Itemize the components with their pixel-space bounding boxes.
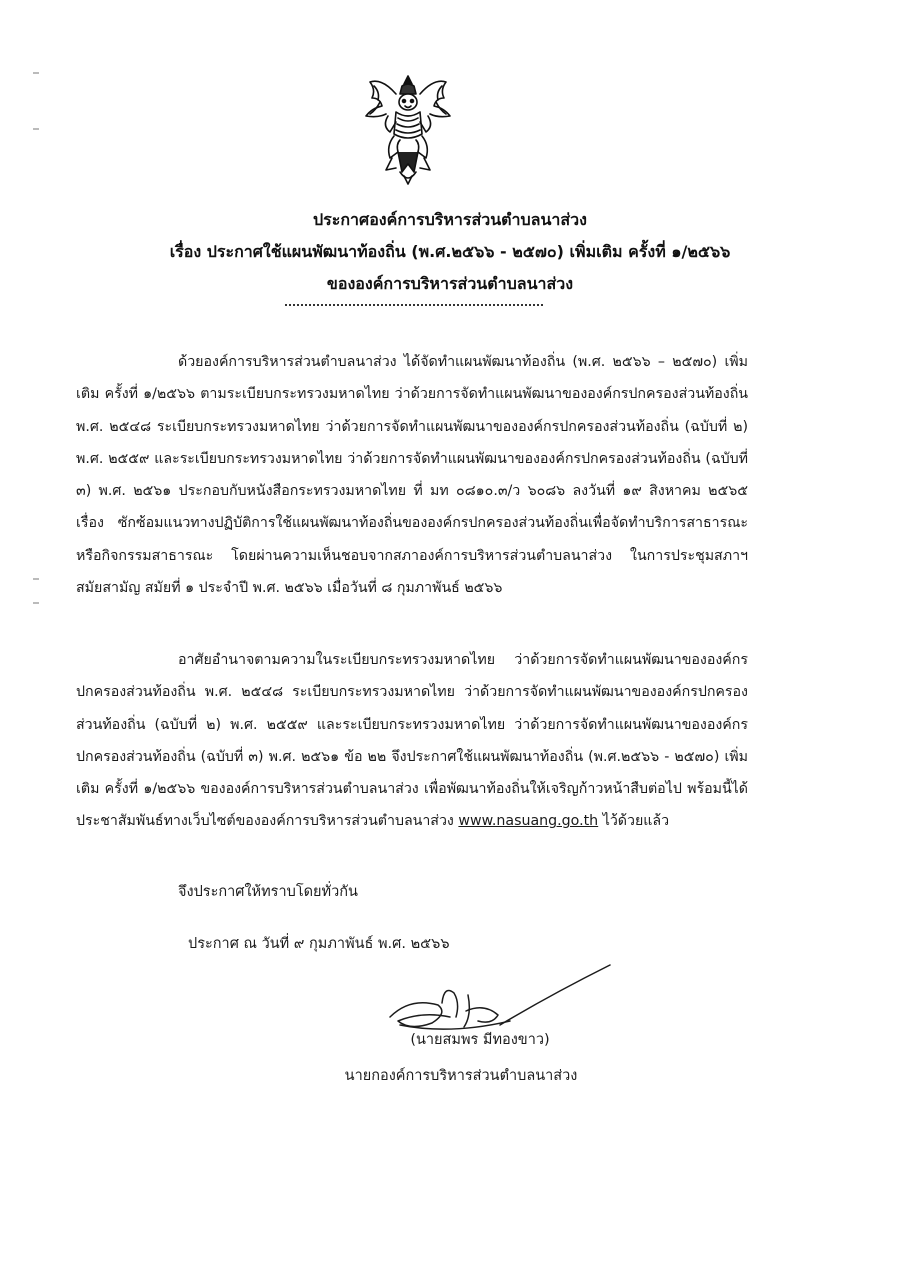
scan-mark <box>33 602 39 604</box>
announcement-title: ประกาศองค์การบริหารส่วนตำบลนาส่วง <box>313 210 587 229</box>
announcement-subject: เรื่อง ประกาศใช้แผนพัฒนาท้องถิ่น (พ.ศ.๒๕๖๖ - ๒๕๗๐) เพิ่มเติม ครั้งที่ ๑/๒๕๖๖ <box>169 242 731 261</box>
scan-mark <box>33 578 39 580</box>
body-paragraph <box>76 644 748 838</box>
scan-mark <box>33 72 39 74</box>
dotted-divider <box>285 304 543 306</box>
closing-statement: จึงประกาศให้ทราบโดยทั่วกัน <box>178 884 358 900</box>
garuda-emblem-icon <box>352 72 464 188</box>
signer-title: นายกองค์การบริหารส่วนตำบลนาส่วง <box>344 1068 578 1084</box>
announcement-date: ประกาศ ณ วันที่ ๙ กุมภาพันธ์ พ.ศ. ๒๕๖๖ <box>188 936 450 952</box>
website-link[interactable]: www.nasuang.go.th <box>458 813 599 830</box>
body-paragraph: ด้วยองค์การบริหารส่วนตำบลนาส่วง ได้จัดทำแผนพัฒนาท้องถิ่น (พ.ศ. ๒๕๖๖ – ๒๕๗๐) เพิ่มเติม ครั้งที่ ๑/๒๕๖๖ ตามระเบียบกระทรวงมหาดไทย ว่าด้วยการจัดทำแผนพัฒนาขององค์กรปกครองส่วนท้องถิ่น พ.ศ. ๒๕๔๘ ระเบียบกระทรวงมหาดไทย ว่าด้วยการจัดทำแผนพัฒนาขององค์กรปกครองส่วนท้องถิ่น (ฉบับที่ ๒) พ.ศ. ๒๕๕๙ และระเบียบกระทรวงมหาดไทย ว่าด้วยการจัดทำแผนพัฒนาขององค์กรปกครองส่วนท้องถิ่น (ฉบับที่ ๓) พ.ศ. ๒๕๖๑ ประกอบกับหนังสือกระทรวงมหาดไทย ที่ มท ๐๘๑๐.๓/ว ๖๐๘๖ ลงวันที่ ๑๙ สิงหาคม ๒๕๖๕ เรื่อง ซักซ้อมแนวทางปฏิบัติการใช้แผนพัฒนาท้องถิ่นขององค์กรปกครองส่วนท้องถิ่นเพื่อจัดทำบริการสาธารณะหรือกิจกรรมสาธารณะ โดยผ่านความเห็นชอบจากสภาองค์การบริหารส่วนตำบลนาส่วง ในการประชุมสภาฯ สมัยสามัญ สมัยที่ ๑ ประจำปี พ.ศ. ๒๕๖๖ เมื่อวันที่ ๘ กุมภาพันธ์ ๒๕๖๖ <box>76 354 748 597</box>
signer-name: (นายสมพร มีทองขาว) <box>410 1032 550 1048</box>
body-paragraph-text: อาศัยอำนาจตามความในระเบียบกระทรวงมหาดไทย ว่าด้วยการจัดทำแผนพัฒนาขององค์กรปกครองส่วนท้องถิ่น พ.ศ. ๒๕๔๘ ระเบียบกระทรวงมหาดไทย ว่าด้วยการจัดทำแผนพัฒนาขององค์กรปกครองส่วนท้องถิ่น (ฉบับที่ ๒) พ.ศ. ๒๕๕๙ และระเบียบกระทรวงมหาดไทย ว่าด้วยการจัดทำแผนพัฒนาขององค์กรปกครองส่วนท้องถิ่น (ฉบับที่ ๓) พ.ศ. ๒๕๖๑ ข้อ ๒๒ จึงประกาศใช้แผนพัฒนาท้องถิ่น (พ.ศ.๒๕๖๖ - ๒๕๗๐) เพิ่มเติม ครั้งที่ ๑/๒๕๖๖ ขององค์การบริหารส่วนตำบลนาส่วง เพื่อพัฒนาท้องถิ่นให้เจริญก้าวหน้าสืบต่อไป พร้อมนี้ได้ประชาสัมพันธ์ทางเว็บไซต์ขององค์การบริหารส่วนตำบลนาส่วง <box>76 652 748 830</box>
scan-mark <box>33 128 39 130</box>
body-paragraph-end: ไว้ด้วยแล้ว <box>598 813 670 830</box>
announcement-organization: ขององค์การบริหารส่วนตำบลนาส่วง <box>326 274 574 293</box>
